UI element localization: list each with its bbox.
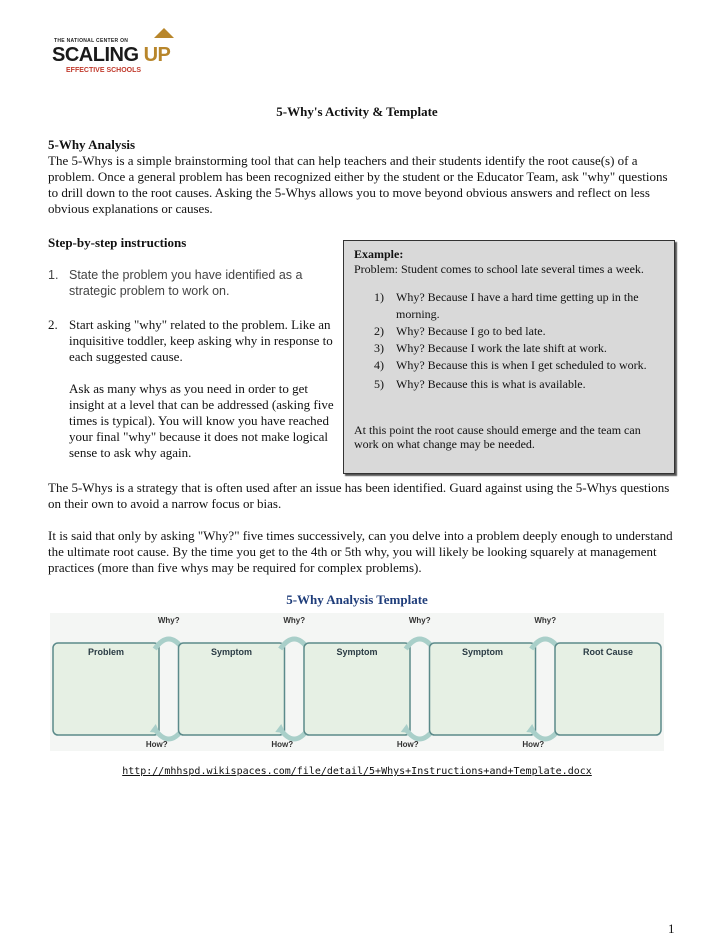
template-box-label: Symptom [336, 647, 378, 657]
step-item: 1. State the problem you have identified as a strategic problem to work on. [48, 268, 303, 298]
why-label: Why? [534, 616, 557, 625]
template-box-label: Symptom [461, 647, 504, 657]
logo-top-line: THE NATIONAL CENTER ON [54, 38, 129, 44]
step-item: 2. Start asking "why" related to the problem. Like an inquisitive toddler, keep asking why in response to each suggested cause. [48, 317, 333, 364]
why-label: Why? [157, 616, 180, 625]
steps-heading: Step-by-step instructions [48, 235, 187, 250]
strategy-paragraph: The 5-Whys is a strategy that is often used after an issue has been identified. Guard against using the 5-Whys questions on their own to avoid a narrow focus or bias. [48, 480, 670, 511]
how-label: How? [271, 740, 294, 749]
why-label: Why? [408, 616, 431, 625]
template-title: 5-Why Analysis Template [286, 592, 428, 607]
why-item: 1) Why? Because I have a hard time getting up in the morning. [374, 290, 639, 321]
scaling-up-logo [38, 16, 180, 86]
template-box-label: Problem [87, 647, 125, 657]
how-label: How? [522, 740, 545, 749]
why-label: Why? [283, 616, 306, 625]
template-box-label: Root Cause [582, 647, 634, 657]
example-problem: Problem: Student comes to school late several times a week. [354, 262, 644, 276]
step-followup: Ask as many whys as you need in order to get insight at a level that can be addressed (asking five times is typical). You will know you have reached your final "why" because it does not make logical sense to ask why again. [69, 381, 334, 460]
why-item: 3) Why? Because I work the late shift at work. [374, 341, 607, 355]
example-conclusion: At this point the root cause should emerge and the team can work on what change may be needed. [354, 423, 641, 451]
logo-roof-icon [154, 28, 174, 38]
five-why-template-diagram [50, 613, 664, 751]
example-title: Example: [354, 247, 404, 261]
example-why-list [354, 289, 666, 393]
why-item: 4) Why? Because this is when I get scheduled to work. [374, 358, 647, 372]
root-cause-paragraph: It is said that only by asking "Why?" five times successively, can you delve into a problem deeply enough to understand the ultimate root cause. By the time you get to the 4th or 5th why, you will likely be looking squarely at management practices (more than five whys may be required for complex problems). [48, 528, 673, 575]
analysis-text: The 5-Whys is a simple brainstorming tool that can help teachers and their students identify the root cause(s) of a problem. Once a general problem has been recognized either by the student or the Educator Team, ask "why" questions to drill down to the root causes. Asking the 5-Whys allows you to move beyond obvious answers and reflect on less obvious explanations or causes. [48, 153, 668, 216]
logo-wordmark: SCALING UP [52, 44, 171, 66]
analysis-heading: 5-Why Analysis [48, 137, 136, 152]
logo-subline: EFFECTIVE SCHOOLS [66, 67, 142, 74]
example-box [343, 240, 675, 474]
page-number: 1 [668, 921, 675, 936]
template-box-label: Symptom [210, 647, 253, 657]
how-label: How? [145, 740, 168, 749]
how-label: How? [396, 740, 419, 749]
source-link[interactable]: http://mhhspd.wikispaces.com/file/detail/5+Whys+Instructions+and+Template.docx [122, 766, 592, 777]
why-item: 2) Why? Because I go to bed late. [374, 324, 546, 338]
why-item: 5) Why? Because this is what is available. [374, 377, 586, 391]
page-title: 5-Why's Activity & Template [276, 104, 438, 119]
